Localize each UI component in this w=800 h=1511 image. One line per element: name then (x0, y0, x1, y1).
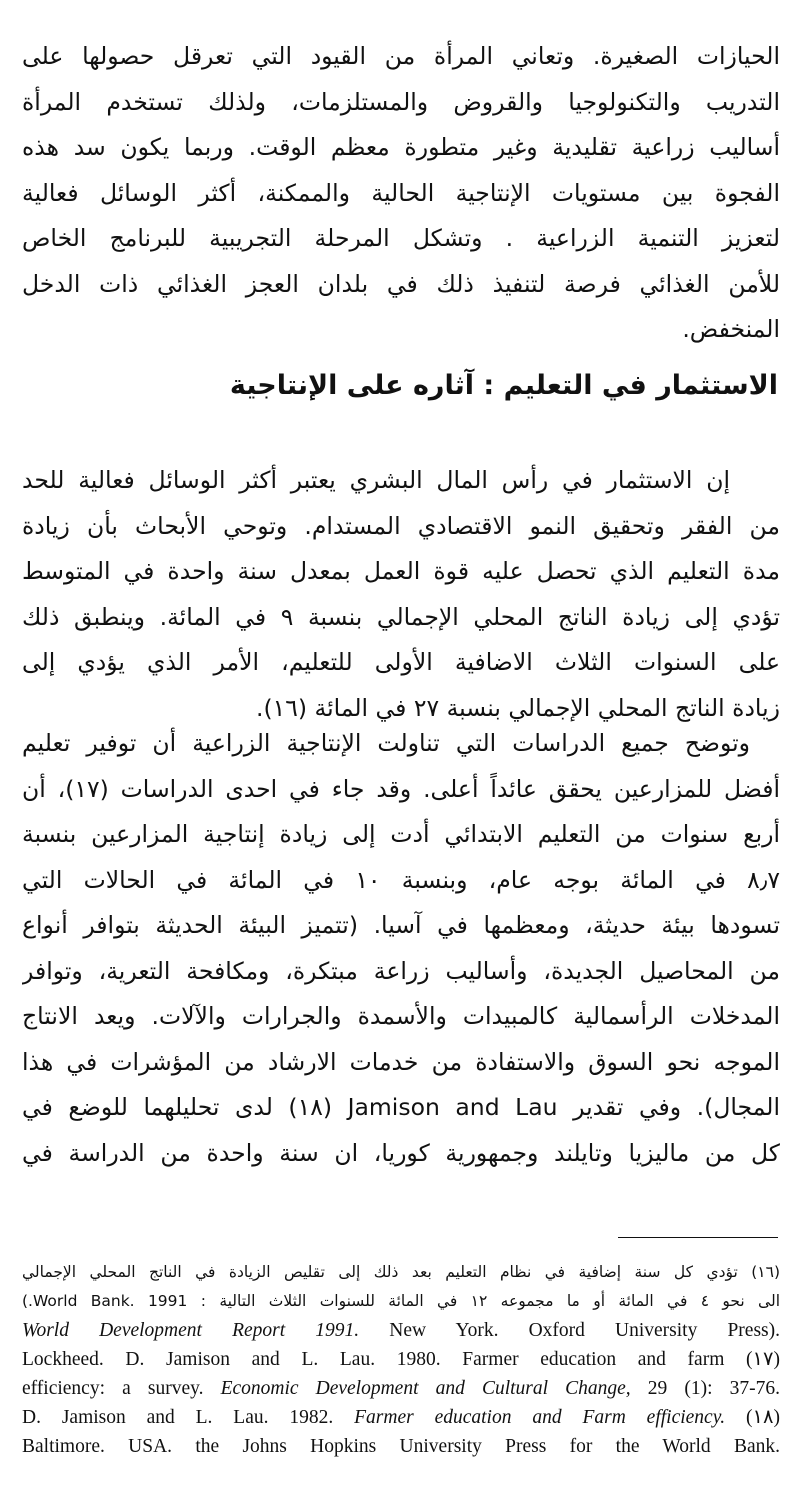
citation-title: World Development Report 1991. (22, 1320, 360, 1341)
text-line: إن الاستثمار في رأس المال البشري يعتبر أكثر الوسائل فعالية للحد (22, 466, 730, 494)
citation-authors: D. Jamison and L. Lau. 1982. (22, 1407, 355, 1428)
footnote-16-line: (١٦) تؤدي كل سنة إضافية في نظام التعليم بعد ذلك إلى تقليص الزيادة في الناتج المحلي الإجمالي (22, 1263, 780, 1281)
text-line: الحيازات الصغيرة. وتعاني المرأة من القيود التي تعرقل حصولها على (22, 42, 780, 70)
text-line: ٨٫٧ في المائة بوجه عام، وبنسبة ١٠ في المائة في الحالات التي (22, 865, 780, 894)
text-line: زيادة الناتج المحلي الإجمالي بنسبة ٢٧ في المائة (١٦). (255, 693, 780, 722)
footnote-17-line (22, 1374, 780, 1403)
section-heading: الاستثمار في التعليم : آثاره على الإنتاجية (229, 370, 778, 401)
intro-paragraph (22, 34, 780, 353)
text-line: التدريب والتكنولوجيا والقروض والمستلزمات، ولذلك تستخدم المرأة (22, 87, 780, 116)
citation-title: Farmer education and Farm efficiency. (354, 1407, 726, 1428)
paragraph-investment (22, 458, 780, 731)
text-line: الفجوة بين مستويات الإنتاجية الحالية والممكنة، أكثر الوسائل فعالية (22, 178, 780, 207)
footnote-16-line (22, 1316, 780, 1345)
footnote-number: (١٨) (725, 1407, 780, 1428)
text-line: أفضل للمزارعين يحقق عائداً أعلى. وقد جاء في احدى الدراسات (١٧)، أن (22, 774, 780, 803)
footnote-18-line: Baltimore. USA. the Johns Hopkins University Press for the World Bank. (22, 1436, 780, 1457)
text-line: على السنوات الثلاث الاضافية الأولى للتعليم، الأمر الذي يؤدي إلى (22, 648, 780, 676)
footnote-18-line (22, 1403, 780, 1432)
text-line: تسودها بيئة حديثة، ومعظمها في آسيا. (تتميز البيئة الحديثة بتوافر أنواع (22, 911, 780, 939)
text-line: أساليب زراعية تقليدية وغير متطورة معظم الوقت. وربما يكون سد هذه (22, 133, 780, 161)
footnote-separator (618, 1237, 778, 1238)
footnote-17-line: Lockheed. D. Jamison and L. Lau. 1980. Farmer education and farm (١٧) (22, 1349, 780, 1370)
text-line: للأمن الغذائي فرصة لتنفيذ ذلك في بلدان العجز الغذائي ذات الدخل (22, 269, 780, 298)
text-line: وتوضح جميع الدراسات التي تناولت الإنتاجية الزراعية أن توفير تعليم (22, 729, 750, 757)
text-line: من الفقر وتحقيق النمو الاقتصادي المستدام. وتوحي الأبحاث بأن زيادة (22, 511, 780, 540)
citation-publisher: New York. Oxford University Press). (359, 1320, 780, 1341)
text-line: الموجه نحو السوق والاستفادة من خدمات الارشاد من المؤشرات في هذا (22, 1047, 780, 1076)
footnote-16-line: الى نحو ٤ في المائة أو ما مجموعه ١٢ في المائة للسنوات الثلاث التالية : World Bank. 1991.) (22, 1292, 780, 1310)
text-line: المدخلات الرأسمالية كالمبيدات والأسمدة والجرارات والآلات. ويعد الانتاج (22, 1002, 780, 1030)
citation-text: efficiency: a survey. (22, 1378, 221, 1399)
text-line: مدة التعليم الذي تحصل عليه قوة العمل بمعدل سنة واحدة في المتوسط (22, 557, 780, 585)
text-line: المجال). وفي تقدير Jamison and Lau (١٨) لدى تحليلهما للوضع في (22, 1093, 780, 1121)
citation-journal: Economic Development and Cultural Change, (220, 1378, 631, 1399)
text-line: أربع سنوات من التعليم الابتدائي أدت إلى زيادة إنتاجية المزارعين بنسبة (22, 820, 780, 848)
paragraph-studies (22, 721, 780, 1176)
text-line: المنخفض. (682, 315, 780, 343)
text-line: من المحاصيل الجديدة، وأساليب زراعة مبتكرة، ومكافحة التعرية، وتوافر (22, 956, 780, 985)
text-line: تؤدي إلى زيادة الناتج المحلي الإجمالي بنسبة ٩ في المائة. وينطبق ذلك (22, 602, 780, 631)
text-line: كل من ماليزيا وتايلند وجمهورية كوريا، ان سنة واحدة من الدراسة في (22, 1138, 780, 1167)
citation-pages: 29 (1): 37-76. (630, 1378, 780, 1399)
footnotes (22, 1258, 780, 1461)
text-line: لتعزيز التنمية الزراعية . وتشكل المرحلة التجريبية للبرنامج الخاص (22, 224, 780, 252)
